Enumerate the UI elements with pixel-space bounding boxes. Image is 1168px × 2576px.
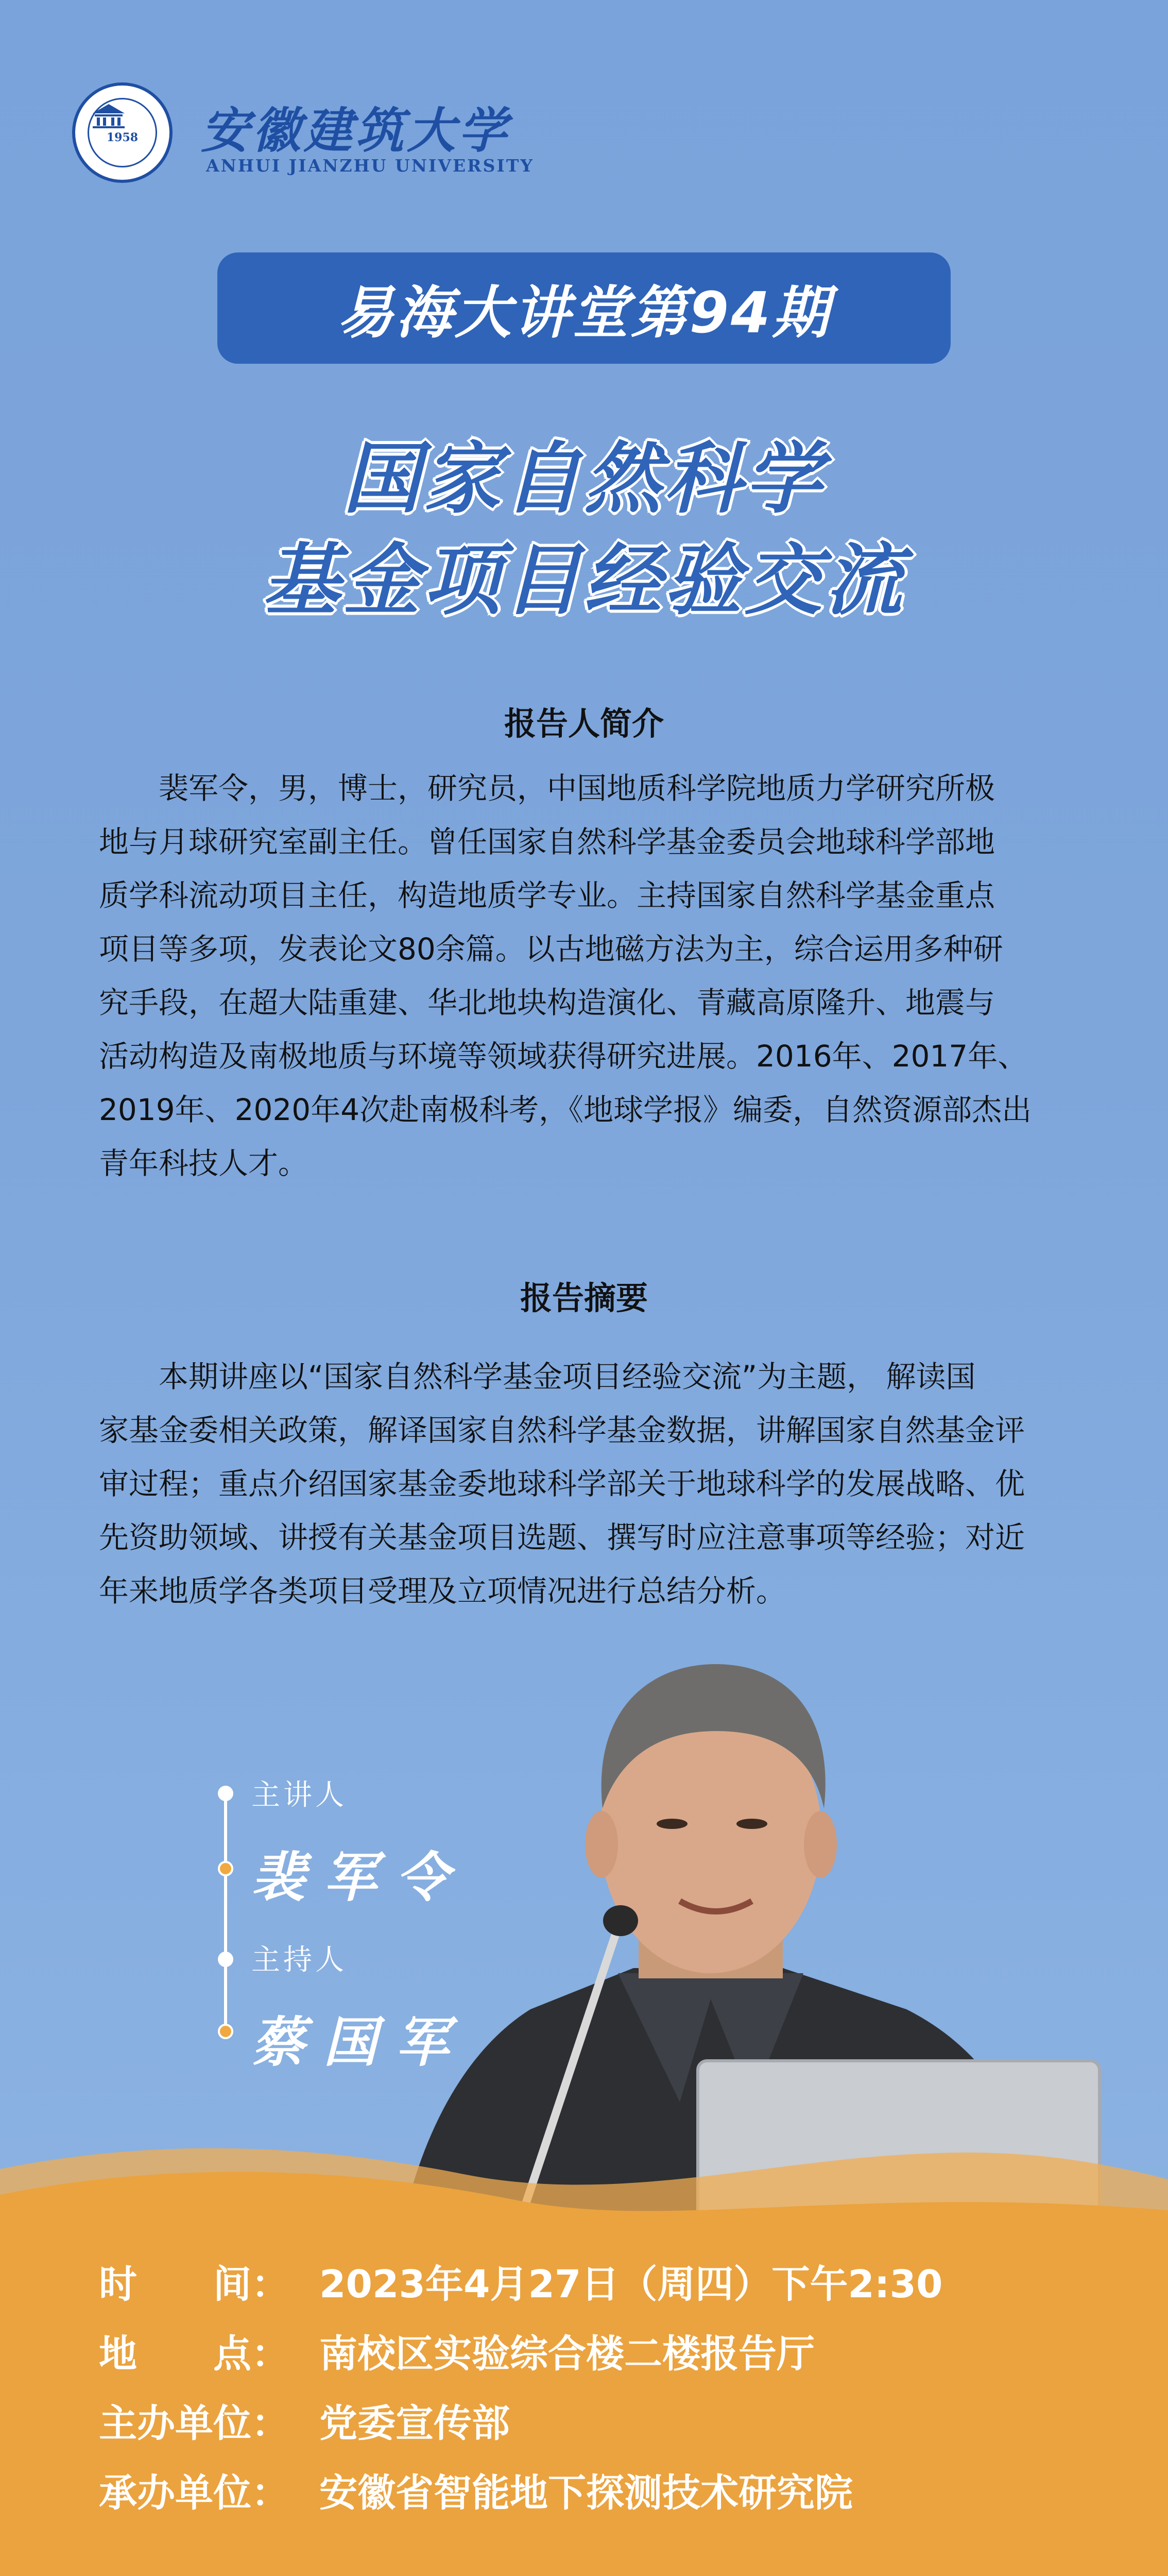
paragraph-line: 先资助领域、讲授有关基金项目选题、撰写时应注意事项等经验；对近 (99, 1520, 1025, 1555)
main-title-line1: 国家自然科学 (342, 434, 825, 524)
paragraph-line: 活动构造及南极地质与环境等领域获得研究进展。2016年、2017年、 (99, 1039, 1028, 1074)
university-name-en: ANHUI JIANZHU UNIVERSITY (206, 156, 534, 176)
paragraph-line: 地与月球研究室副主任。曾任国家自然科学基金委员会地球科学部地 (99, 824, 995, 859)
university-name-cn: 安徽建筑大学 (201, 103, 510, 159)
paragraph-line: 青年科技人才。 (99, 1146, 308, 1181)
abstract-heading: 报告摘要 (520, 1279, 648, 1317)
lecture-series-label: 易海大讲堂第94期 (337, 280, 831, 346)
place-label: 地 点： (99, 2332, 289, 2376)
university-seal-logo (72, 82, 173, 183)
speaker-intro-text (99, 761, 1072, 1190)
event-time-row (99, 2254, 942, 2309)
host-role-label: 主持人 (251, 1943, 347, 1977)
speaker-name: 裴军令 (251, 1845, 468, 1909)
paragraph-line: 本期讲座以“国家自然科学基金项目经验交流”为主题， 解读国 (159, 1359, 976, 1394)
event-organizer-row (99, 2393, 510, 2448)
organizer-value: 党委宣传部 (319, 2401, 510, 2446)
abstract-text (99, 1350, 1072, 1618)
time-label: 时 间： (99, 2262, 289, 2307)
paragraph-line: 审过程；重点介绍国家基金委地球科学部关于地球科学的发展战略、优 (99, 1466, 1025, 1501)
undertaker-value: 安徽省智能地下探测技术研究院 (319, 2471, 853, 2515)
timeline-dot-icon (218, 1861, 233, 1876)
main-title-line2: 基金项目经验交流 (262, 536, 905, 625)
lecture-series-banner (217, 252, 951, 364)
host-name: 蔡国军 (251, 2010, 468, 2074)
speaker-timeline-line (224, 1788, 227, 2035)
organizer-label: 主办单位： (99, 2401, 289, 2446)
timeline-dot-icon (218, 1952, 233, 1967)
time-value: 2023年4月27日（周四）下午2:30 (319, 2262, 943, 2307)
paragraph-line: 家基金委相关政策，解译国家自然科学基金数据，讲解国家自然基金评 (99, 1413, 1025, 1448)
event-undertaker-row (99, 2463, 853, 2517)
event-place-row (99, 2324, 815, 2378)
building-icon (91, 103, 127, 129)
paragraph-line: 质学科流动项目主任，构造地质学专业。主持国家自然科学基金重点 (99, 878, 995, 913)
timeline-dot-icon (218, 2024, 233, 2039)
paragraph-line: 项目等多项，发表论文80余篇。以古地磁方法为主，综合运用多种研 (99, 931, 1003, 967)
paragraph-line: 年来地质学各类项目受理及立项情况进行总结分析。 (99, 1573, 786, 1608)
speaker-role-label: 主讲人 (251, 1778, 347, 1812)
speaker-intro-heading: 报告人简介 (504, 705, 664, 742)
paragraph-line: 2019年、2020年4次赴南极科考，《地球学报》编委，自然资源部杰出 (99, 1092, 1032, 1127)
paragraph-line: 裴军令，男，博士，研究员，中国地质科学院地质力学研究所极 (159, 771, 995, 806)
undertaker-label: 承办单位： (99, 2471, 289, 2515)
timeline-dot-icon (218, 1786, 233, 1801)
seal-year: 1958 (106, 131, 139, 144)
place-value: 南校区实验综合楼二楼报告厅 (319, 2332, 815, 2376)
paragraph-line: 究手段，在超大陆重建、华北地块构造演化、青藏高原隆升、地震与 (99, 985, 995, 1020)
